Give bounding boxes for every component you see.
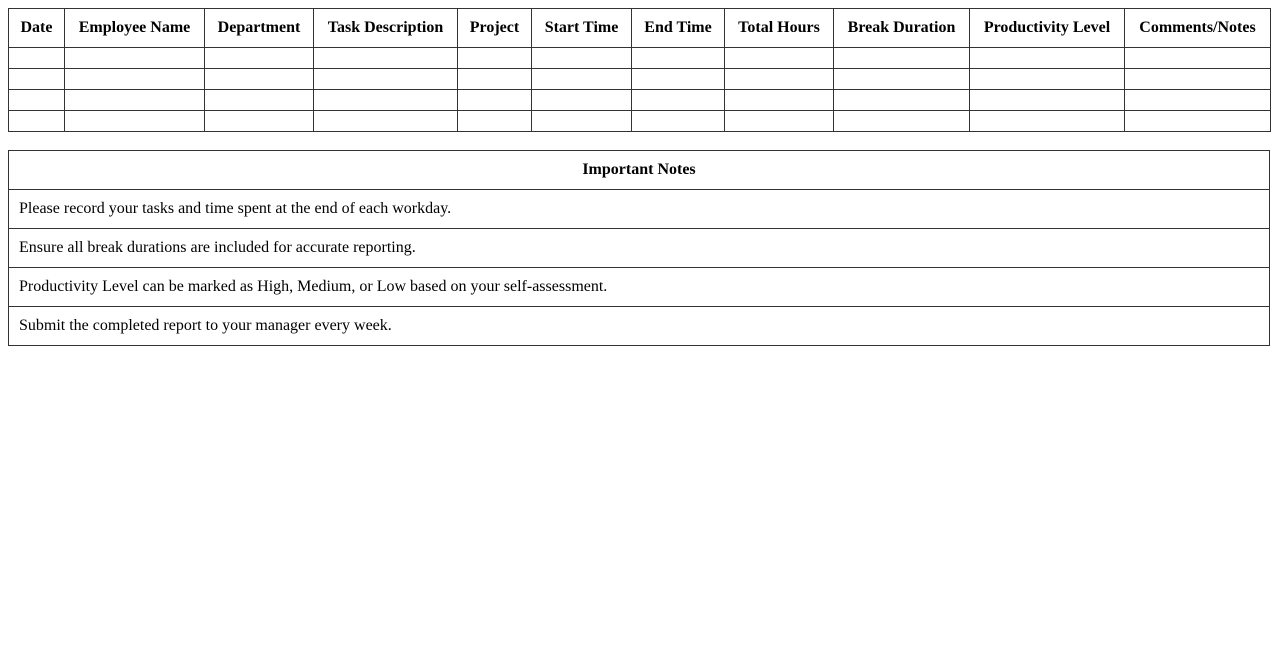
note-item: Ensure all break durations are included for accurate reporting. — [9, 229, 1270, 268]
table-cell[interactable] — [632, 69, 725, 90]
table-cell[interactable] — [458, 48, 532, 69]
table-cell[interactable] — [65, 111, 205, 132]
table-cell[interactable] — [834, 69, 970, 90]
table-cell[interactable] — [970, 111, 1125, 132]
table-cell[interactable] — [458, 111, 532, 132]
notes-row — [9, 229, 1270, 268]
table-cell[interactable] — [314, 69, 458, 90]
table-cell[interactable] — [532, 69, 632, 90]
note-item: Please record your tasks and time spent at the end of each workday. — [9, 190, 1270, 229]
table-header-row — [9, 9, 1271, 48]
table-cell[interactable] — [9, 90, 65, 111]
table-cell[interactable] — [632, 90, 725, 111]
table-row — [9, 69, 1271, 90]
table-row — [9, 111, 1271, 132]
table-cell[interactable] — [725, 111, 834, 132]
table-cell[interactable] — [314, 111, 458, 132]
header-task-description: Task Description — [314, 9, 458, 48]
table-cell[interactable] — [970, 48, 1125, 69]
table-cell[interactable] — [65, 48, 205, 69]
table-cell[interactable] — [9, 48, 65, 69]
table-cell[interactable] — [725, 69, 834, 90]
table-cell[interactable] — [725, 90, 834, 111]
table-cell[interactable] — [532, 48, 632, 69]
table-cell[interactable] — [65, 69, 205, 90]
header-date: Date — [9, 9, 65, 48]
notes-row — [9, 268, 1270, 307]
table-cell[interactable] — [205, 69, 314, 90]
important-notes-table — [8, 150, 1270, 346]
table-cell[interactable] — [9, 69, 65, 90]
notes-row — [9, 307, 1270, 346]
table-row — [9, 48, 1271, 69]
header-total-hours: Total Hours — [725, 9, 834, 48]
table-cell[interactable] — [834, 111, 970, 132]
table-cell[interactable] — [458, 69, 532, 90]
table-cell[interactable] — [9, 111, 65, 132]
table-cell[interactable] — [314, 90, 458, 111]
table-cell[interactable] — [1125, 69, 1271, 90]
table-cell[interactable] — [834, 48, 970, 69]
notes-row — [9, 190, 1270, 229]
table-cell[interactable] — [1125, 90, 1271, 111]
table-cell[interactable] — [65, 90, 205, 111]
note-item: Productivity Level can be marked as High, Medium, or Low based on your self-assessment. — [9, 268, 1270, 307]
work-log-table — [8, 8, 1271, 132]
table-cell[interactable] — [1125, 111, 1271, 132]
table-cell[interactable] — [632, 111, 725, 132]
table-cell[interactable] — [314, 48, 458, 69]
table-cell[interactable] — [532, 111, 632, 132]
header-comments-notes: Comments/Notes — [1125, 9, 1271, 48]
table-row — [9, 90, 1271, 111]
table-cell[interactable] — [632, 48, 725, 69]
table-cell[interactable] — [970, 90, 1125, 111]
notes-title: Important Notes — [9, 151, 1270, 190]
header-department: Department — [205, 9, 314, 48]
header-start-time: Start Time — [532, 9, 632, 48]
table-cell[interactable] — [205, 48, 314, 69]
table-cell[interactable] — [532, 90, 632, 111]
table-cell[interactable] — [205, 90, 314, 111]
table-cell[interactable] — [1125, 48, 1271, 69]
notes-header-row — [9, 151, 1270, 190]
table-cell[interactable] — [725, 48, 834, 69]
header-end-time: End Time — [632, 9, 725, 48]
table-cell[interactable] — [834, 90, 970, 111]
header-productivity-level: Productivity Level — [970, 9, 1125, 48]
table-cell[interactable] — [458, 90, 532, 111]
page-container — [8, 8, 1270, 346]
header-project: Project — [458, 9, 532, 48]
header-break-duration: Break Duration — [834, 9, 970, 48]
table-cell[interactable] — [970, 69, 1125, 90]
note-item: Submit the completed report to your manager every week. — [9, 307, 1270, 346]
header-employee-name: Employee Name — [65, 9, 205, 48]
table-cell[interactable] — [205, 111, 314, 132]
